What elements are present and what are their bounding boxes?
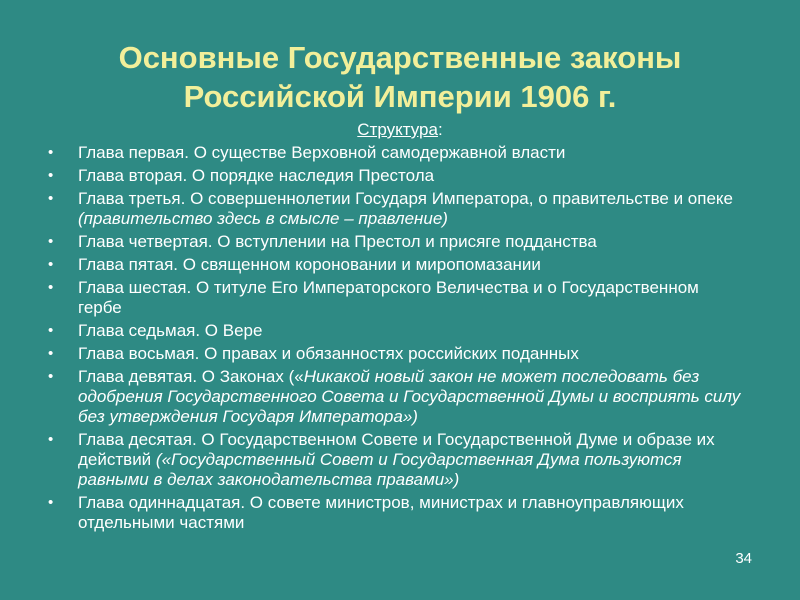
- list-item: [44, 232, 744, 252]
- list-item: [44, 166, 744, 186]
- chapter-list: [44, 143, 744, 536]
- list-item-text: Глава десятая. О Государственном Совете и Государственной Думе и образе их действий: [78, 430, 715, 469]
- slide-title: [40, 38, 760, 116]
- list-item-text: Глава вторая. О порядке наследия Престола: [78, 166, 435, 185]
- list-item-text: Глава четвертая. О вступлении на Престол и присяге подданства: [78, 232, 597, 251]
- subtitle-suffix: :: [437, 120, 443, 139]
- list-item: [44, 189, 744, 229]
- list-item-text: Глава первая. О существе Верховной самодержавной власти: [78, 143, 566, 162]
- list-item-text: Глава пятая. О священном короновании и миропомазании: [78, 255, 541, 274]
- bullet-icon: •: [48, 431, 54, 448]
- subtitle: [0, 120, 800, 140]
- list-item: [44, 344, 744, 364]
- list-item: [44, 255, 744, 275]
- bullet-icon: •: [48, 494, 54, 511]
- page-number: 34: [735, 550, 752, 567]
- list-item: [44, 367, 744, 427]
- bullet-icon: •: [48, 167, 54, 184]
- list-item-text: Глава девятая. О Законах («: [78, 367, 304, 386]
- bullet-icon: •: [48, 368, 54, 385]
- bullet-icon: •: [48, 233, 54, 250]
- bullet-icon: •: [48, 256, 54, 273]
- bullet-icon: •: [48, 190, 54, 207]
- subtitle-label: Структура: [357, 120, 438, 139]
- list-item-text: Глава шестая. О титуле Его Императорского Величества и о Государственном гербе: [78, 278, 699, 317]
- list-item: [44, 278, 744, 318]
- bullet-icon: •: [48, 144, 54, 161]
- list-item: [44, 493, 744, 533]
- list-item: [44, 430, 744, 490]
- list-item-text: Глава восьмая. О правах и обязанностях российских поданных: [78, 344, 579, 363]
- title-line-2: Российской Империи 1906 г.: [183, 79, 617, 114]
- list-item: [44, 321, 744, 341]
- list-item-text: Глава седьмая. О Вере: [78, 321, 263, 340]
- title-line-1: Основные Государственные законы: [118, 40, 682, 75]
- list-item-text: Глава одиннадцатая. О совете министров, министрах и главноуправляющих отдельными частями: [78, 493, 684, 532]
- list-item-italic-text: Никакой новый закон не может последовать без одобрения Государственного Совета и Государственной Думы и восприять силу без утверждения Государя Императора»): [78, 367, 741, 426]
- list-item-italic-text: (правительство здесь в смысле – правление): [78, 209, 448, 228]
- list-item: [44, 143, 744, 163]
- bullet-icon: •: [48, 322, 54, 339]
- list-item-text: Глава третья. О совершеннолетии Государя Императора, о правительстве и опеке: [78, 189, 734, 208]
- bullet-icon: •: [48, 279, 54, 296]
- list-item-italic-text: («Государственный Совет и Государственная Дума пользуются равными в делах законодательства правами»): [78, 450, 682, 489]
- bullet-icon: •: [48, 345, 54, 362]
